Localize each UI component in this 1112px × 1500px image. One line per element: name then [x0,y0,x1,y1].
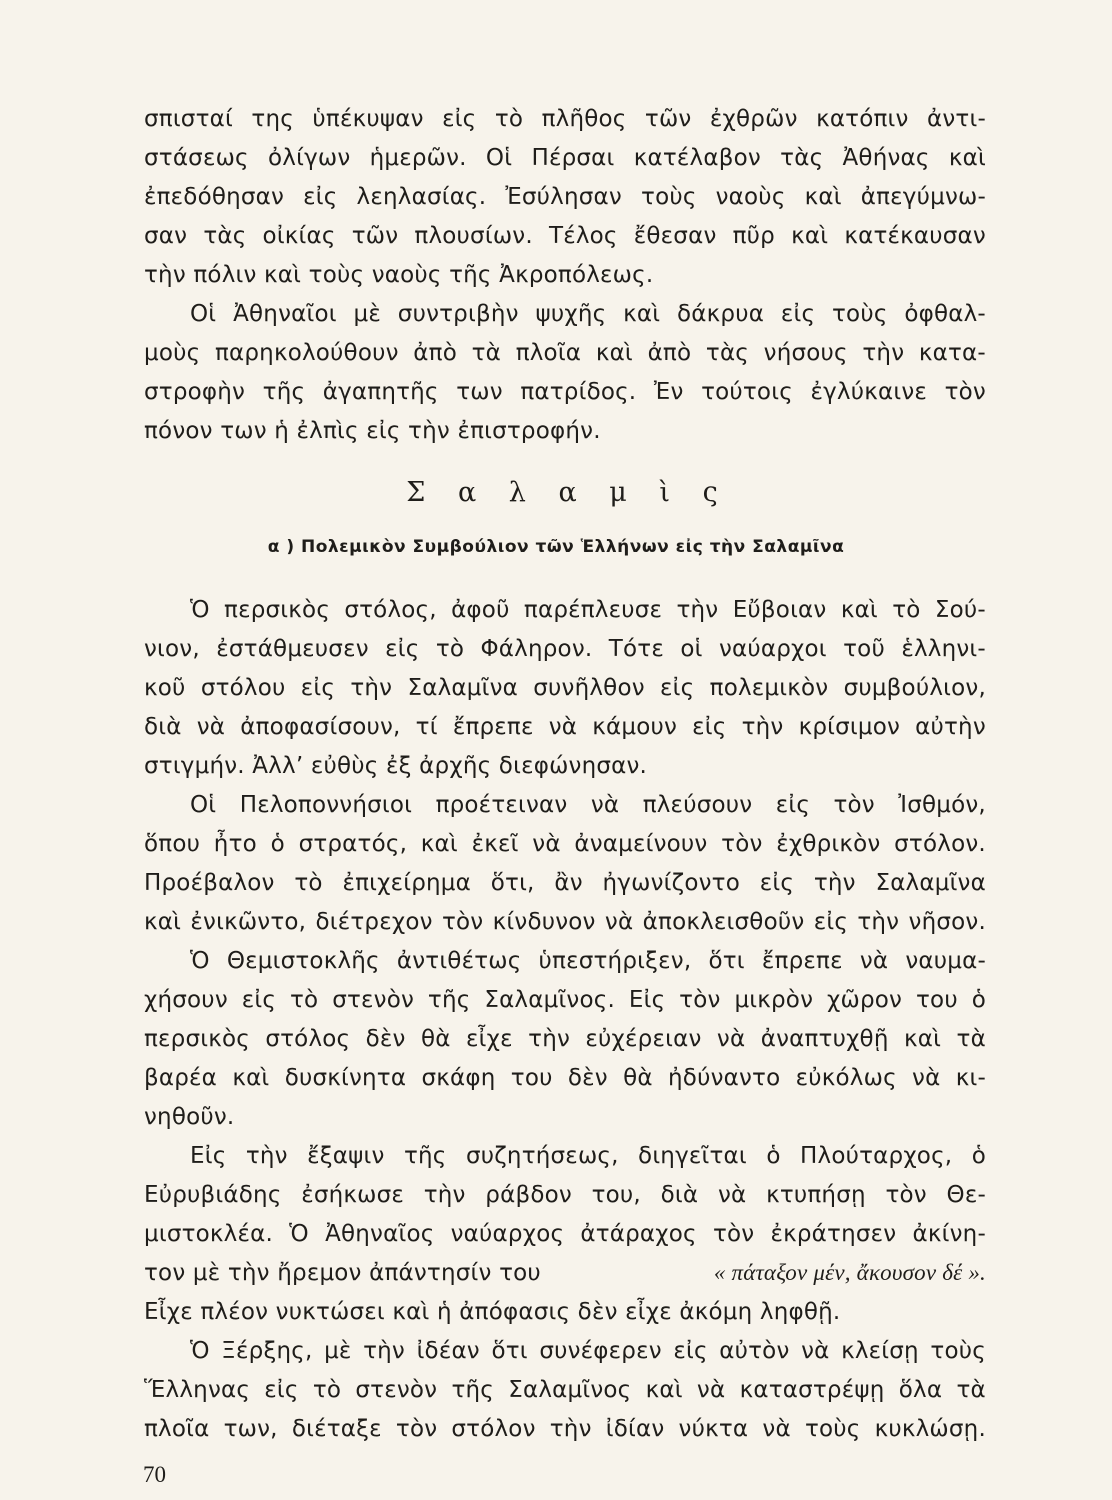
word: Φάληρον. [480,636,593,662]
word: νύκτα [678,1416,749,1442]
word: εἰς [673,1338,708,1364]
text-line [190,1141,986,1171]
word: ἠγωνίζοντο [602,870,740,896]
word: εἶχε [466,1026,513,1052]
word: παρηκολούθουν [214,340,399,366]
word: ἐχθρικὸν [776,831,881,857]
word: κι- [955,1065,986,1091]
word: στόλος, [344,597,437,623]
word: νὰ [532,831,561,857]
word: της [251,106,294,132]
word: κτυπήσῃ [766,1182,866,1208]
word: τὰς [705,340,749,366]
word: Ὁ [190,1338,210,1364]
word: ράβδον [485,1182,572,1208]
word: παρέπλευσε [523,597,663,623]
word: νὰ [716,1026,746,1052]
word: ἐκράτησεν [770,1221,897,1247]
word: Πέρσαι [531,145,615,171]
word: Ἰσθμόν, [898,792,986,818]
word: Εὐρυβιάδης [144,1182,282,1208]
word: τὸν [441,909,484,935]
word: Πλούταρχος, [800,1143,953,1169]
word: καὶ [232,1065,270,1091]
word: ἐσήκωσε [301,1182,405,1208]
word: χήσουν [144,987,228,1013]
word: ἔπρεπε [761,948,843,974]
word: καὶ [144,909,182,935]
word: ὑπεστήριξεν, [538,948,692,974]
word: του, [591,1182,641,1208]
word: δυσκίνητα [284,1065,407,1091]
text-line [144,634,986,664]
word: ἰδέαν [416,1338,480,1364]
word: εἰς [775,792,811,818]
word: στόλος [265,1026,351,1052]
word: πλουσίων. [414,223,533,249]
word: καὶ [904,1026,942,1052]
word: ἡμερῶν. [369,145,467,171]
word: ἀτάραχος [580,1221,697,1247]
text-line [144,985,986,1015]
word: οἰκίας [262,223,336,249]
word: ὅπου [144,831,201,857]
word: νὰ [590,792,620,818]
word: στενὸν [332,987,415,1013]
word: νήσους [763,340,848,366]
word: νὰ [696,1377,726,1403]
word: των [456,379,503,405]
word: τῆς [403,1143,447,1169]
text-line: πόνον των ἡ ἐλπὶς εἰς τὴν ἐπιστροφήν. [144,418,601,444]
word: ψυχῆς [535,301,607,327]
word: ἠδύναντο [668,1065,781,1091]
word: εἰς [385,636,420,662]
word: καὶ [804,184,842,210]
word: τὸ [294,870,323,896]
word: ἔθεσαν [633,223,717,249]
text-line [144,1375,986,1405]
word: τὰ [956,1377,986,1403]
word: στόλου [200,675,286,701]
text-line: στιγμήν. Ἀλλ’ εὐθὺς ἐξ ἀρχῆς διεφώνησαν. [144,753,648,779]
word: τὰ [956,1026,986,1052]
word: θὰ [623,1065,653,1091]
word: εἰς [759,870,795,896]
word: Εἰς [190,1143,227,1169]
word: διηγεῖται [638,1143,747,1169]
word: συνέφερεν [539,1338,662,1364]
word: Ἕλληνας [144,1377,251,1403]
word: κατέκαυσαν [844,223,986,249]
word: περσικὸς [224,597,331,623]
word: ὁ [766,1143,781,1169]
word: ἀπὸ [647,340,692,366]
word: τὸν [395,1416,438,1442]
word: εἰς [660,675,695,701]
word: διέταξε [291,1416,382,1442]
word: δὲν [567,1065,608,1091]
word: Τότε [608,636,664,662]
word: εὐκόλως [795,1065,897,1091]
word: τὸ [312,1377,342,1403]
word: χῶρον [827,987,903,1013]
word: νῆσον. [908,909,986,935]
word: νὰ [859,948,889,974]
word: ὀφθαλ- [904,301,986,327]
word: δὲν [365,1026,406,1052]
text-line [144,829,986,859]
word: καὶ [948,145,986,171]
word: Σού- [934,597,986,623]
text-line [190,790,986,820]
word: ναύαρχος [450,1221,565,1247]
word: πλοῖα [515,340,582,366]
word: πατρίδος. [520,379,637,405]
word: ἀναπτυχθῇ [760,1026,889,1052]
word: νὰ [548,714,578,740]
word: ὀλίγων [268,145,351,171]
word: καὶ [595,340,633,366]
word: Οἱ [485,145,513,171]
text-line [144,1063,986,1093]
word: Πελοποννήσιοι [239,792,413,818]
word: τὸν [885,1182,927,1208]
word: πλῆθος [541,106,627,132]
word: ἀπὸ [413,340,457,366]
word: πλεύσουν [642,792,753,818]
word: Ἐσύλησαν [505,184,622,210]
word: νὰ [717,1182,747,1208]
word: τὴν [549,1416,592,1442]
word: τί [415,714,438,740]
word: τοὺς [832,301,888,327]
text-line [190,946,986,976]
quote-line [144,1258,986,1288]
text-line [144,673,986,703]
word: ἀποκλεισθοῦν [642,909,805,935]
word: οἱ [680,636,703,662]
word: των, [223,1416,278,1442]
word: εἰς [813,909,849,935]
word: εἰς [303,184,338,210]
word: ἀγαπητῆς [322,379,439,405]
word: εὐχέρειαν [585,1026,702,1052]
word: Ἀθήνας [842,145,930,171]
word: τούτοις [701,379,793,405]
word: σαν [144,223,188,249]
word: σκάφη [421,1065,496,1091]
word: καὶ [840,597,878,623]
word: μιστοκλέα. [144,1221,273,1247]
word: τὸν [721,831,763,857]
word: αὐτὴν [915,714,986,740]
word: ἀκίνη- [912,1221,986,1247]
word: του [510,1065,553,1091]
word: τὴν [857,909,900,935]
word: νὰ [801,1338,830,1364]
section-title: Σ α λ α μ ὶ ς [406,477,730,508]
word: εἰς [692,714,727,740]
word: τὴν [676,597,719,623]
word: τὴν [350,675,393,701]
word: τὸν [833,792,875,818]
section-subtitle: α ) Πολεμικὸν Συμβούλιον τῶν Ἑλλήνων εἰς τὴν Σαλαμῖνα [267,537,845,557]
word: ὅτι [708,948,745,974]
word: τὸν [944,379,986,405]
word: τοὺς [804,1416,861,1442]
word: εἰς [300,675,336,701]
word: καταστρέψῃ [739,1377,885,1403]
word: του [916,987,958,1013]
word: Σαλαμῖνα [407,675,518,701]
word: ἰδίαν [605,1416,665,1442]
word: στάσεως [144,145,249,171]
text-line [190,299,986,329]
text-line [144,182,986,212]
word: ναοὺς [715,184,786,210]
word: στενὸν [355,1377,438,1403]
word: πολεμικὸν [709,675,829,701]
word: ὁ [270,831,285,857]
word: συνῆλθον [533,675,645,701]
word: νὰ [196,714,226,740]
word: τῆς [427,987,471,1013]
word: ἂν [554,870,583,896]
word: ὅτι, [490,870,535,896]
word: ἀφοῦ [451,597,510,623]
word: Οἱ [190,792,217,818]
word: καὶ [791,223,829,249]
word: βαρέα [144,1065,218,1091]
word: κατα- [918,340,986,366]
word: πλοῖα [144,1416,210,1442]
word: τὴν [245,1143,288,1169]
word: μικρὸν [734,987,814,1013]
word: σπισταί [144,106,233,132]
word: πῦρ [732,223,775,249]
word: στρατός, [298,831,408,857]
word: Εὔβοιαν [732,597,827,623]
word: τὴν [528,1026,571,1052]
word: κατέλαβον [633,145,761,171]
word: καὶ [623,301,661,327]
word: τοῦ [843,636,885,662]
text-line [144,907,986,937]
word: συντριβὴν [397,301,519,327]
word: κατόπιν [816,106,909,132]
word: Ξέρξης, [221,1338,313,1364]
word: τὴν [423,1182,466,1208]
word: ἀναμείνουν [574,831,708,857]
word: Ὁ [190,597,210,623]
text-line [144,338,986,368]
word: τὸν [679,987,721,1013]
word: ὅλα [898,1377,943,1403]
word: τὰ [471,340,502,366]
text-line: τὴν πόλιν καὶ τοὺς ναοὺς τῆς Ἀκροπόλεως. [144,262,654,288]
page-number: 70 [143,1462,166,1487]
quote-intro: τον μὲ τὴν ἤρεμον ἀπάντησίν του [144,1260,541,1286]
word: τὰς [203,223,247,249]
word: νὰ [912,1065,941,1091]
word: κυκλώσῃ. [874,1416,986,1442]
text-line [190,1336,986,1366]
word: τῶν [351,223,399,249]
word: ναύαρχοι [718,636,827,662]
word: Ἀθηναῖοι [233,301,337,327]
word: ἀντι- [927,106,986,132]
word: διὰ [660,1182,699,1208]
word: τὸν [712,1221,755,1247]
word: στόλον [451,1416,536,1442]
text-line: νηθοῦν. [144,1104,235,1130]
word: Εἰς [628,987,666,1013]
word: Σαλαμῖνος. [484,987,615,1013]
word: τὸ [435,636,465,662]
word: ἔπρεπε [452,714,534,740]
word: στροφὴν [144,379,246,405]
word: τὸ [289,987,319,1013]
word: περσικὸς [144,1026,250,1052]
text-line [144,104,986,134]
word: Οἱ [190,301,217,327]
text-line [144,1180,986,1210]
word: ἀντιθέτως [396,948,522,974]
word: νὰ [762,1416,791,1442]
plutarch-quote: « πάταξον μέν, ἄκουσον δέ ». [713,1260,986,1285]
word: ἦτο [213,831,257,857]
word: ἐχθρῶν [709,106,798,132]
text-line [144,868,986,898]
text-line: Εἶχε πλέον νυκτώσει καὶ ἡ ἀπόφασις δὲν εἶχε ἀκόμη ληφθῇ. [144,1299,841,1325]
word: ἀπεγύμνω- [860,184,986,210]
word: ἀποφασίσουν, [240,714,401,740]
word: ὑπέκυψαν [312,106,424,132]
text-line [144,1414,986,1444]
word: ὁ [971,1143,986,1169]
text-line [144,1219,986,1249]
word: εἰς [241,987,277,1013]
word: ὅτι [491,1338,528,1364]
word: εἰς [780,301,816,327]
word: λεηλασίας. [356,184,487,210]
word: τὸ [892,597,921,623]
word: συμβούλιον, [843,675,986,701]
word: διέτρεχον [315,909,433,935]
word: ναυμα- [905,948,986,974]
word: μὲ [353,301,381,327]
text-line [144,143,986,173]
word: Σαλαμῖνα [875,870,986,896]
word: μὲ [324,1338,352,1364]
word: τοὺς [641,184,697,210]
word: δάκρυα [677,301,765,327]
word: Ὁ [190,948,210,974]
word: Προέβαλον [144,870,275,896]
word: ἐπιχείρημα [342,870,471,896]
text-line [144,712,986,742]
word: ὁ [971,987,986,1013]
word: Θεμιστοκλῆς [226,948,380,974]
word: τοὺς [930,1338,986,1364]
word: τὴν [363,1338,405,1364]
word: κλείσῃ [841,1338,919,1364]
word: νιον, [144,636,200,662]
word: ἔξαψιν [307,1143,385,1169]
word: ἐνικῶντο, [190,909,307,935]
word: κρίσιμον [798,714,901,740]
word: κοῦ [144,675,186,701]
word: καὶ [645,1377,683,1403]
word: συζητήσεως, [465,1143,619,1169]
word: Σαλαμῖνος [508,1377,632,1403]
word: τὸ [494,106,524,132]
word: Ἀθηναῖος [325,1221,435,1247]
word: καὶ [420,831,458,857]
word: τὴν [741,714,784,740]
word: θὰ [420,1026,451,1052]
word: τῆς [262,379,306,405]
word: Τέλος [548,223,618,249]
word: εἰς [264,1377,299,1403]
word: τῶν [644,106,692,132]
word: προέτειναν [435,792,568,818]
word: στόλον. [894,831,986,857]
word: ἐγλύκαινε [810,379,927,405]
word: Ὁ [289,1221,309,1247]
word: κάμουν [592,714,678,740]
word: Θε- [946,1182,986,1208]
word: Ἐν [653,379,684,405]
word: τῆς [451,1377,494,1403]
word: ἐπεδόθησαν [144,184,285,210]
text-line [144,1024,986,1054]
word: ἐστάθμευσεν [216,636,369,662]
word: κίνδυνον [492,909,596,935]
text-line [144,221,986,251]
word: εἰς [442,106,477,132]
word: αὐτὸν [719,1338,790,1364]
word: τὴν [813,870,856,896]
text-line [144,377,986,407]
word: ἐκεῖ [471,831,519,857]
word: νὰ [604,909,634,935]
word: τὰς [780,145,824,171]
word: μοὺς [144,340,201,366]
word: ἑλληνι- [901,636,986,662]
word: διὰ [144,714,182,740]
text-line [190,595,986,625]
word: τὴν [862,340,905,366]
